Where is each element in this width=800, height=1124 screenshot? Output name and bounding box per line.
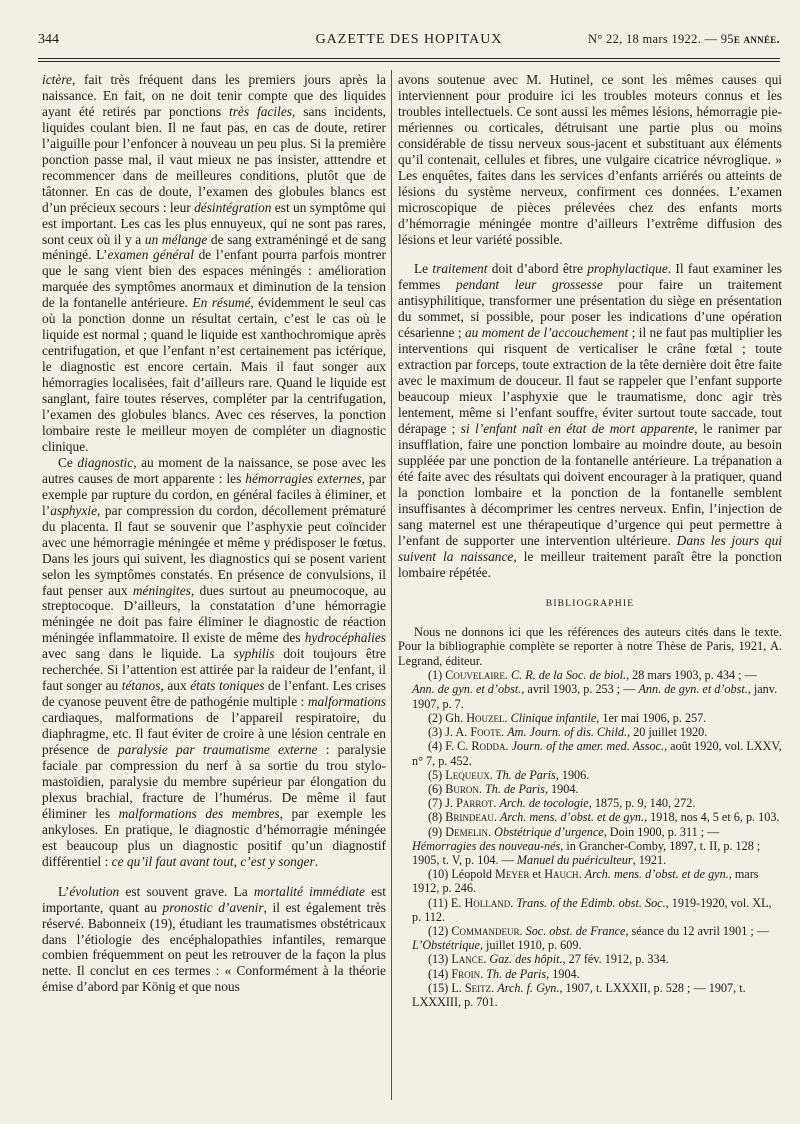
bibliography-heading: BIBLIOGRAPHIE [545, 598, 635, 609]
right-column [398, 72, 782, 1009]
bibliography-entry: (9) Demelin. Obstétrique d’urgence, Doin 1900, p. 311 ; — Hémorragies des nouveau-nés, in Grancher-Comby, 1897, t. II, p. 128 ; 1905, t. V, p. 104. — Manuel du puériculteur, 1921. [412, 824, 761, 867]
bibliography-entry: (10) Léopold Meyer et Hauch. Arch. mens. d’obst. et de gyn., mars 1912, p. 246. [412, 867, 759, 896]
bibliography-entry: (13) Lance. Gaz. des hôpit., 27 fév. 1912, p. 334. [428, 952, 669, 967]
bibliography-intro: Nous ne donnons ici que les références des auteurs cités dans le texte. Pour la bibliographie complète se reporter à notre Thèse de Paris, 1921, A. Legrand, éditeur. [398, 624, 782, 668]
bibliography-entry: (6) Buron. Th. de Paris, 1904. [428, 781, 579, 796]
bibliography-entry: (12) Commandeur. Soc. obst. de France, séance du 12 avril 1901 ; — L’Obstétrique, juillet 1910, p. 609. [412, 923, 769, 953]
column-divider [391, 70, 392, 1100]
header-rule-double [38, 61, 780, 62]
paragraph: ictère, fait très fréquent dans les premiers jours après la naissance. En fait, on ne doit tenir compte que des liquides ayant été retirés par ponctions très faciles, sans incidents, liquides coulant bien. Il ne faut pas, en cas de doute, retirer l’aiguille pour l’enfoncer à nouveau un peu plus. Si la première ponction passe mal, il vaut mieux ne pas insister, atttendre et recommencer dans de meilleures conditions, plutôt que de tâtonner. En cas de doute, l’examen des globules blancs est d’un précieux secours : leur désintégration est un symptôme qui est important. Les cas les plus ennuyeux, qui ne sont pas rares, sont ceux où il y a un mélange de sang extraméningé et de sang méningé. L’examen général de l’enfant pourra parfois montrer que le sang vient bien des espaces méningés : amélioration marquée des symptômes anormaux et diminution de la tension de la fontanelle antérieure. En résumé, évidemment le seul cas où la ponction donne un résultat certain, c’est le cas où le liquide est normal ; quand le liquide est xanthochromique après centrifugation, et que l’enfant n’est certainement pas ictérique, le diagnostic est encore certain. Mais il faut songer aux hémorragies localisées, fait d’ailleurs rare. Quand le liquide est sanglant, faire toutes réserves, compléter par la centrifugation, l’examen des globules blancs. Avec ces réserves, la ponction lombaire reste le meilleur moyen de compléter un diagnostic clinique. [42, 72, 387, 454]
paragraph: Ce diagnostic, au moment de la naissance, se pose avec les autres causes de mort apparente : les hémorragies externes, par exemple par rupture du cordon, en général faciles à éliminer, et l’asphyxie, par compression du cordon, décollement prématuré du placenta. Il faut se souvenir que l’asphyxie peut coïncider avec une hémorragie méningée et même y prédisposer le fœtus. Dans les jours qui suivent, les diagnostics qui se posent varient selon les symptômes constatés. En présence de convulsions, il faut penser aux méningites, dues surtout au pneumocoque, au streptocoque. D’ailleurs, la constatation d’une hémorragie méningée ne doit pas faire éliminer le diagnostic de réaction méningée inflammatoire. Il existe de même des hydrocéphalies avec sang dans le liquide. La syphilis doit toujours être recherchée. Si l’attention est attirée par la raideur de l’enfant, il faut songer au tétanos, aux états toniques de l’enfant. Les crises de cyanose peuvent être de pathogénie multiple : malformations cardiaques, malformations de l’appareil respiratoire, du diaphragme, etc. Il faut éviter de croire à une lésion centrale en présence de paralysie par traumatisme externe : paralysie faciale par compression du nerf à sa sortie du trou stylo-mastoïdien, paralysie du membre supérieur par élongation du plexus brachial, fracture de l’humérus. De même il faut éliminer les malformations des membres, par exemple les ankyloses. En pratique, le diagnostic d’hémorragie méningée est beaucoup plus un diagnostic positif qu’un diagnostif différentiel : ce qu’il faut avant tout, c’est y songer. [42, 454, 386, 869]
paragraph: L’évolution est souvent grave. La mortalité immédiate est importante, quant au pronostic d’avenir, il est également très réservé. Babonneix (19), étudiant les traumatismes obstétricaux dans l’étiologie des encéphalopathies infantiles, remarque combien fréquemment on peut les retrouver de la façon la plus nette. Il conclut en ces termes : « Conformément à la théorie émise d’abord par König et que nous [42, 883, 386, 995]
bibliography-entry: (7) J. Parrot. Arch. de tocologie, 1875, p. 9, 140, 272. [428, 796, 696, 811]
page-number: 344 [38, 32, 59, 47]
bibliography-entry: (3) J. A. Foote. Am. Journ. of dis. Child., 20 juillet 1920. [428, 725, 708, 740]
bibliography-entry: (4) F. C. Rodda. Journ. of the amer. med. Assoc., août 1920, vol. LXXV, n° 7, p. 452. [412, 739, 782, 768]
issue-info: N° 22, 18 mars 1922. — 95e année. [588, 32, 780, 46]
bibliography-list [398, 668, 782, 1009]
journal-title: GAZETTE DES HOPITAUX [315, 32, 503, 47]
left-column [42, 72, 386, 995]
bibliography-entry: (14) Froin. Th. de Paris, 1904. [428, 966, 580, 981]
bibliography-entry: (1) Couvelaire. C. R. de la Soc. de biol., 28 mars 1903, p. 434 ; — Ann. de gyn. et d’obst., avril 1903, p. 253 ; — Ann. de gyn. et d’obst., janv. 1907, p. 7. [412, 668, 778, 711]
bibliography-entry: (5) Lequeux. Th. de Paris, 1906. [428, 767, 590, 782]
bibliography-entry: (2) Gh. Houzel. Clinique infantile, 1er mai 1906, p. 257. [428, 710, 707, 725]
bibliography-entry: (8) Brindeau. Arch. mens. d’obst. et de gyn., 1918, nos 4, 5 et 6, p. 103. [428, 810, 780, 825]
page-header [38, 30, 780, 54]
bibliography-entry: (15) L. Seitz. Arch. f. Gyn., 1907, t. LXXXII, p. 528 ; — 1907, t. LXXXIII, p. 701. [412, 980, 746, 1009]
bibliography-entry: (11) E. Holland. Trans. of the Edimb. obst. Soc., 1919-1920, vol. XL, p. 112. [412, 895, 772, 924]
paragraph: avons soutenue avec M. Hutinel, ce sont les mêmes causes qui interviennent pour produire ici les troubles moteurs connus et les troubles intellectuels. Ce sont aussi les mêmes lésions, hémorragie pie-mériennes ou corticales, détruisant une partie plus ou moins considérable de tissu nerveux sous-jacent et substituant aux éléments qu’il contenait, cellules et fibres, une vulgaire cicatrice névroglique. » Les enquêtes, faites dans les services d’enfants arriérés ou atteints de lésions du système nerveux, confirment ces données. L’examen microscopique de pièces prélevées chez des enfants morts d’hémorragie méningée montre d’ailleurs l’extrême diffusion des lésions et leur variété possible. [398, 72, 782, 247]
header-rule [38, 58, 780, 59]
paragraph: Le traitement doit d’abord être prophylactique. Il faut examiner les femmes pendant leur grossesse pour faire un traitement antisyphilitique, transformer une présentation du siège en présentation du sommet, si possible, pour poser les indications d’une opération césarienne ; au moment de l’accouchement ; il ne faut pas multiplier les interventions qui risquent de verticaliser le crâne fœtal ; toute extraction par forceps, toute extraction de la tête dernière doit être faite avec le maximum de douceur. Il faut se rappeler que l’enfant supporte beaucoup mieux l’asphyxie que le traumatisme, donc agir très lentement, même si l’enfant souffre, éviter surtout toute saccade, tout dérapage ; si l’enfant naît en état de mort apparente, le ranimer par insufflation, faire une ponction lombaire au moindre doute, au besoin suppléée par une ponction de la fontanelle antérieure. La trépanation a été faite avec des résultats qui doivent encourager à la pratiquer, quand la ponction lombaire et la ponction de la fontanelle semblent insuffisantes à décomprimer les centres nerveux. Enfin, l’injection de sang maternel est une thérapeutique d’urgence qui peut permettre à l’enfant de supporter une intervention ultérieure. Dans les jours qui suivent la naissance, le meilleur traitement paraît être la ponction lombaire répétée. [398, 261, 783, 580]
